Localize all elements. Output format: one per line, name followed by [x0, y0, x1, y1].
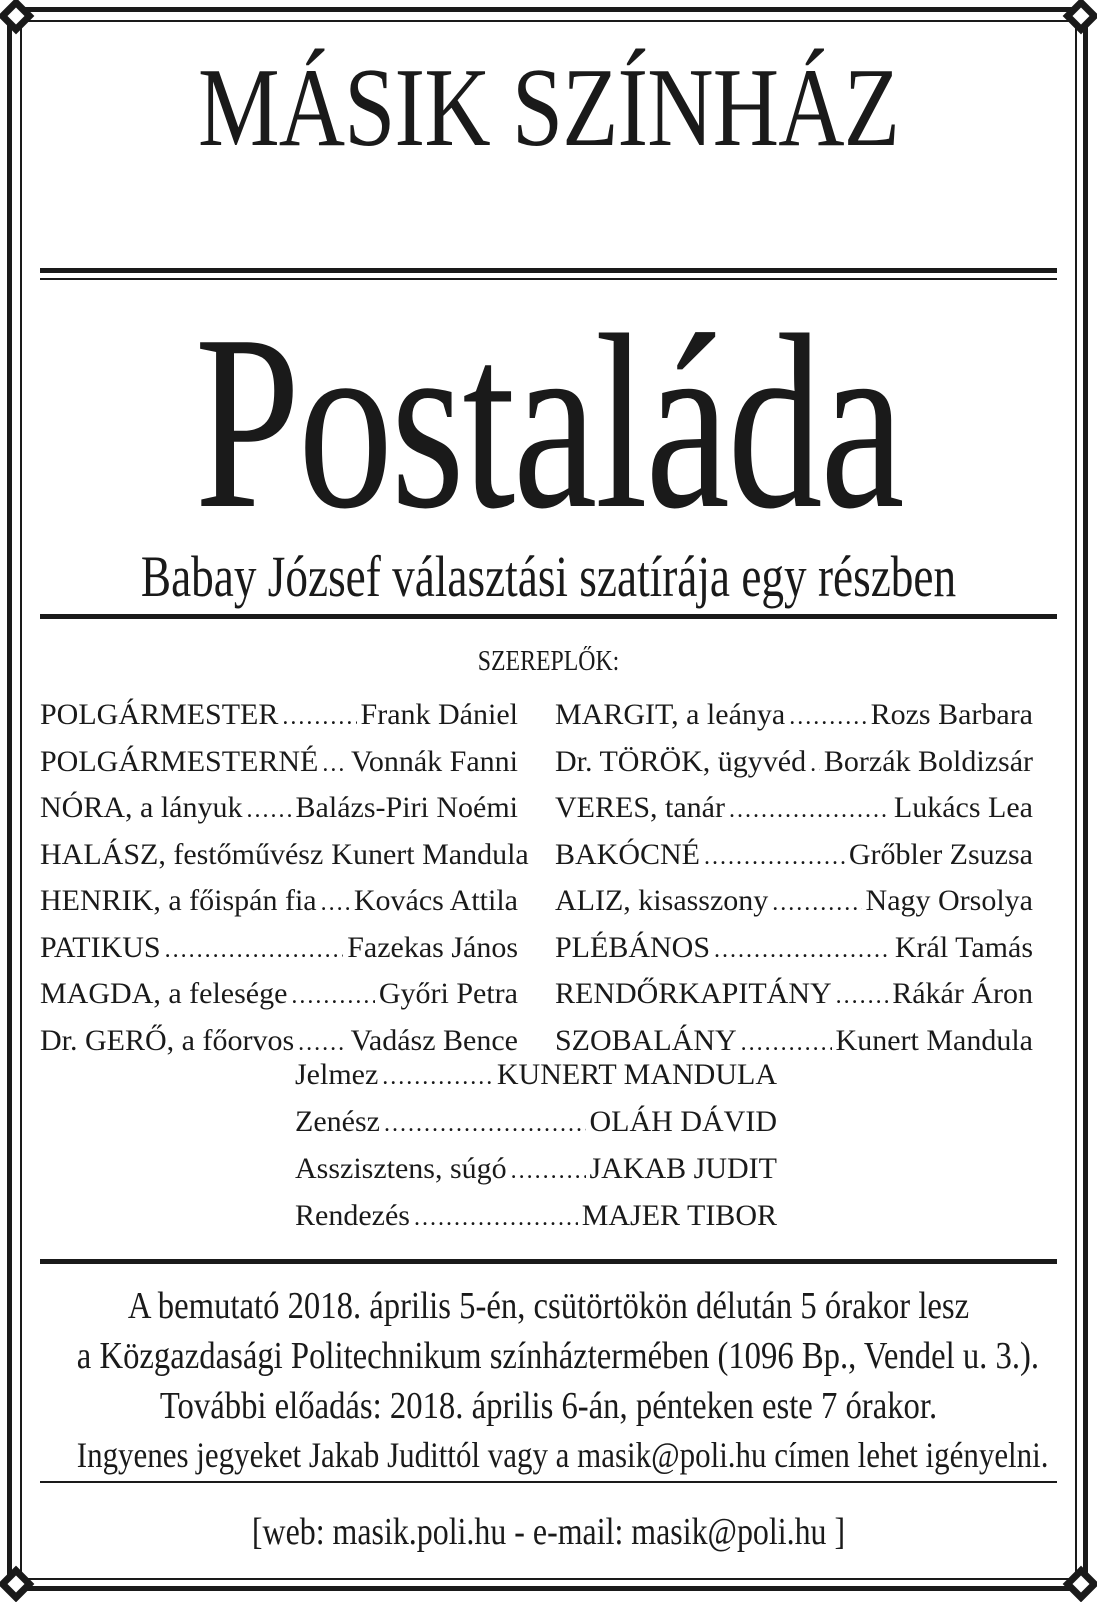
cast-role: Dr. TÖRÖK, ügyvéd [555, 744, 807, 778]
dot-leader [714, 938, 891, 962]
crew-list [295, 1060, 777, 1248]
dot-leader [704, 845, 845, 869]
cast-row [555, 837, 1033, 887]
crew-role: Asszisztens, súgó [295, 1152, 507, 1185]
crew-name: JAKAB JUDIT [589, 1152, 777, 1185]
dot-leader [282, 705, 356, 729]
cast-role: ALIZ, kisasszony [555, 884, 769, 917]
cast-role: NÓRA, a lányuk [40, 791, 243, 824]
cast-role: MARGIT, a leánya [555, 698, 786, 731]
crew-row [295, 1060, 777, 1107]
cast-role: RENDŐRKAPITÁNY [555, 977, 832, 1010]
cast-row [40, 886, 518, 933]
cast-row [40, 979, 518, 1026]
info-line-premiere: A bemutató 2018. április 5-én, csütörtökön délután 5 órakor lesz [127, 1285, 970, 1327]
cast-column-right [555, 700, 1033, 1072]
cast-row [40, 744, 518, 794]
dot-leader [729, 798, 890, 822]
play-subtitle: Babay József választási szatírája egy részben [140, 544, 957, 609]
crew-role: Rendezés [295, 1199, 410, 1232]
cast-row [40, 793, 518, 840]
cast-role: HALÁSZ, festőművész [40, 837, 324, 871]
dot-leader [322, 752, 347, 776]
cast-column-left [40, 698, 529, 1072]
dot-leader [789, 705, 866, 729]
dot-leader [384, 1112, 586, 1136]
cast-row [555, 886, 1033, 933]
footer-contact: [web: masik.poli.hu - e-mail: masik@poli.hu ] [251, 1511, 846, 1553]
info-line-venue: a Közgazdasági Politechnikum színháztermében (1096 Bp., Vendel u. 3.). [76, 1335, 1040, 1377]
divider-top-thin [40, 278, 1057, 280]
cast-role: PATIKUS [40, 930, 161, 964]
cast-role: BAKÓCNÉ [555, 837, 701, 871]
cast-actor: Vadász Bence [350, 1023, 518, 1057]
crew-name: MAJER TIBOR [581, 1199, 777, 1232]
dot-leader [246, 798, 291, 822]
cast-actor: Kunert Mandula [835, 1023, 1033, 1057]
cast-role: PLÉBÁNOS [555, 930, 711, 964]
info-line-second-show: További előadás: 2018. április 6-án, pénteken este 7 órakor. [159, 1385, 938, 1427]
divider-subtitle [40, 614, 1057, 619]
cast-actor: Grőbler Zsuzsa [848, 837, 1033, 871]
dot-leader [772, 891, 861, 915]
dot-leader [810, 752, 820, 776]
dot-leader [836, 984, 889, 1008]
cast-actor: Balázs-Piri Noémi [295, 791, 518, 824]
cast-actor: Frank Dániel [360, 698, 518, 731]
info-line-tickets: Ingyenes jegyeket Jakab Judittól vagy a masik@poli.hu címen lehet igényelni. [76, 1435, 1049, 1475]
cast-row [555, 930, 1033, 980]
dot-leader [298, 1031, 346, 1055]
divider-footer [40, 1481, 1057, 1483]
cast-row [40, 930, 518, 980]
divider-top-thick [40, 268, 1057, 273]
cast-row [555, 793, 1033, 840]
cast-role: HENRIK, a főispán fia [40, 884, 317, 917]
cast-row [555, 700, 1033, 747]
cast-role: SZOBALÁNY [555, 1023, 737, 1057]
dot-leader [382, 1065, 493, 1089]
cast-role: VERES, tanár [555, 791, 725, 824]
cast-actor: Kovács Attila [353, 884, 518, 917]
cast-actor: Nagy Orsolya [865, 884, 1033, 917]
dot-leader [291, 984, 374, 1008]
dot-leader [511, 1159, 586, 1183]
dot-leader [414, 1206, 578, 1230]
divider-info [40, 1259, 1057, 1264]
cast-actor: Győri Petra [378, 977, 518, 1010]
crew-name: OLÁH DÁVID [589, 1105, 777, 1138]
theater-name: MÁSIK SZÍNHÁZ [197, 46, 900, 170]
crew-row [295, 1201, 777, 1248]
cast-role: POLGÁRMESTERNÉ [40, 744, 319, 778]
cast-heading: SZEREPLŐK: [477, 646, 620, 677]
cast-role: MAGDA, a felesége [40, 977, 288, 1010]
crew-role: Jelmez [295, 1058, 379, 1091]
cast-actor: Rákár Áron [892, 977, 1033, 1010]
cast-actor: Fazekas János [347, 930, 518, 964]
crew-row [295, 1154, 777, 1201]
cast-actor: Vonnák Fanni [351, 744, 518, 778]
play-title: Postaláda [194, 284, 903, 561]
cast-row [555, 979, 1033, 1026]
cast-role: Dr. GERŐ, a főorvos [40, 1023, 295, 1057]
crew-role: Zenész [295, 1105, 380, 1138]
cast-actor: Borzák Boldizsár [823, 744, 1033, 778]
dot-leader [741, 1031, 832, 1055]
cast-row [555, 744, 1033, 794]
cast-actor: Kunert Mandula [331, 837, 529, 871]
cast-role: POLGÁRMESTER [40, 698, 279, 731]
cast-actor: Král Tamás [894, 930, 1033, 964]
crew-row [295, 1107, 777, 1154]
cast-row [40, 837, 529, 887]
cast-row [40, 700, 518, 747]
dot-leader [321, 891, 350, 915]
cast-actor: Lukács Lea [893, 791, 1033, 824]
crew-name: KUNERT MANDULA [496, 1058, 777, 1091]
cast-actor: Rozs Barbara [870, 698, 1033, 731]
dot-leader [165, 938, 344, 962]
